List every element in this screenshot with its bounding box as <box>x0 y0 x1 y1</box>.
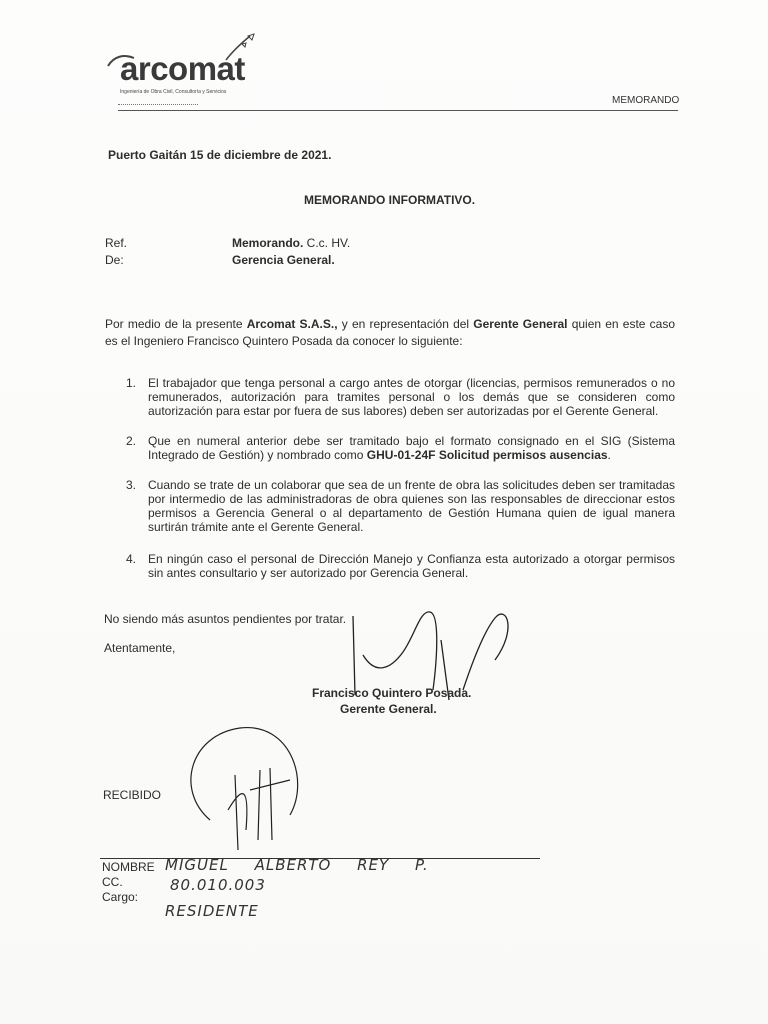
intro-text-3: quien en este caso es el Ingeniero Francisco Quintero Posada da conocer lo siguiente: <box>105 317 675 348</box>
received-label: RECIBIDO <box>103 788 162 802</box>
document-type-label: MEMORANDO <box>612 95 680 106</box>
memo-title: MEMORANDO INFORMATIVO. <box>304 193 476 207</box>
header-rule <box>118 110 678 111</box>
date-line: Puerto Gaitán 15 de diciembre de 2021. <box>108 148 332 162</box>
signer-role: Gerente General. <box>340 702 437 716</box>
closing-line: No siendo más asuntos pendientes por tratar. <box>104 612 347 626</box>
signer-name: Francisco Quintero Posada. <box>312 686 472 700</box>
list-item-text: El trabajador que tenga personal a cargo antes de otorgar (licencias, permisos remunerados o no remunerados, autorización para tramites personal o los demás que se consideren como autorización para estar por fuera de sus labores) deben ser autorizadas por el Gerente General. <box>148 376 675 418</box>
cargo-label: Cargo: <box>102 890 139 904</box>
logo-wordmark: arcomat <box>120 50 245 87</box>
intro-text-1: Por medio de la presente <box>105 317 247 331</box>
list-item-number: 2. <box>126 434 137 448</box>
ref-value <box>232 236 350 250</box>
format-code: GHU-01-24F Solicitud permisos ausencias <box>366 448 608 462</box>
list-item-number: 4. <box>126 552 137 566</box>
handwritten-cc: 80.010.003 <box>170 876 266 894</box>
intro-paragraph <box>105 316 675 350</box>
name-label: NOMBRE <box>102 860 155 874</box>
de-label: De: <box>105 253 124 267</box>
list-item-number: 1. <box>126 376 137 390</box>
de-value: Gerencia General. <box>232 253 335 267</box>
ref-value-rest: C.c. HV. <box>303 236 351 250</box>
list-item-text-part: . <box>607 448 611 462</box>
company-logo <box>112 36 262 100</box>
sign-off: Atentamente, <box>104 641 176 655</box>
intro-text-2: y en representación del <box>337 317 474 331</box>
list-item-text: En ningún caso el personal de Dirección Manejo y Confianza esta autorizado a otorgar permisos sin antes consultario y ser autorizado por Gerencia General. <box>148 552 675 580</box>
logo-tagline: Ingeniería de Obra Civil, Consultoría y Servicios <box>120 89 227 95</box>
header-dotted-rule <box>118 104 198 105</box>
list-item-text: Cuando se trate de un colaborar que sea de un frente de obra las solicitudes deben ser tramitadas por intermedio de las administradoras de obra quienes son las responsables de direccionar estos permisos a Gerencia General o al departamento de Gestión Humana quien de igual manera surtirán trámite ante el Gerente General. <box>148 478 675 534</box>
intro-role: Gerente General <box>473 317 568 331</box>
list-item-text <box>148 434 675 462</box>
list-item-text-part: Que en numeral anterior debe ser tramitado bajo el formato consignado en el SIG (Sistema Integrado de Gestión) y nombrado como <box>148 434 675 462</box>
handwritten-name: MIGUEL ALBERTO REY P. <box>165 856 429 874</box>
handwritten-cargo: RESIDENTE <box>165 902 259 920</box>
ref-label: Ref. <box>105 236 128 250</box>
ref-value-bold: Memorando. <box>232 236 304 250</box>
cc-label: CC. <box>102 875 123 889</box>
list-item-number: 3. <box>126 478 137 492</box>
intro-company: Arcomat S.A.S., <box>246 317 338 331</box>
receiver-signature <box>180 720 330 860</box>
